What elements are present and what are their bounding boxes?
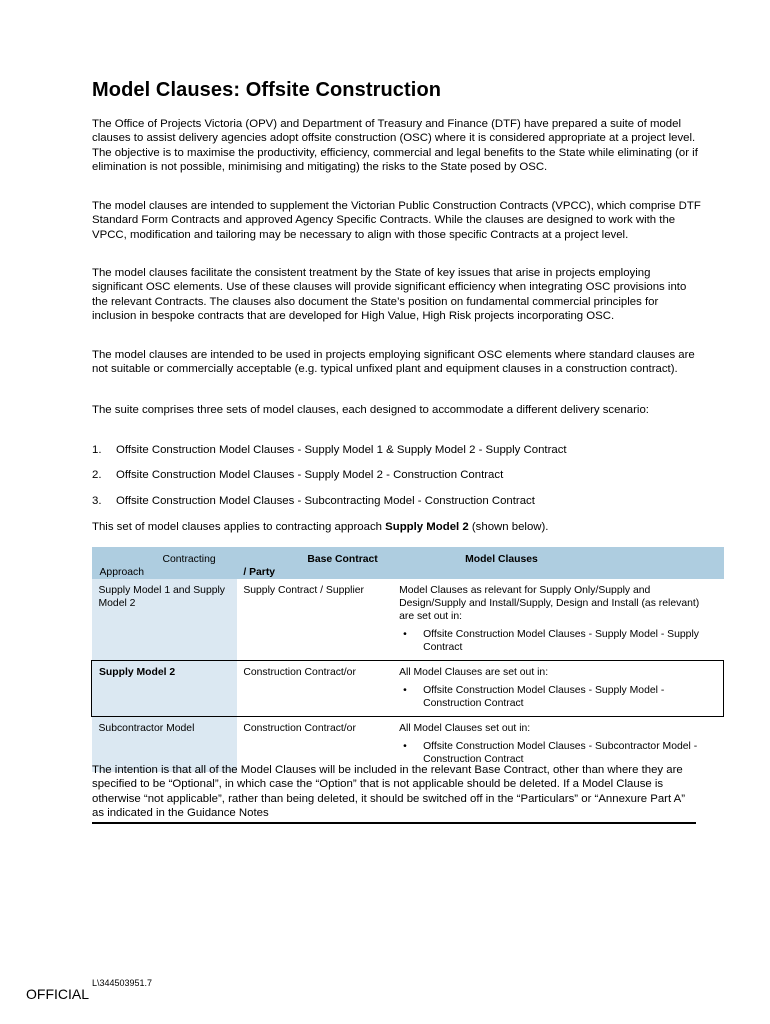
row-approach: Supply Model 1 and Supply Model 2 xyxy=(98,585,226,609)
header-base-contract xyxy=(237,547,393,579)
applies-suffix: (shown below). xyxy=(468,521,549,533)
intro-paragraph-5: The suite comprises three sets of model clauses, each designed to accommodate a different delivery scenario: xyxy=(92,404,649,416)
row-clauses-cell xyxy=(393,661,723,717)
header-col2-line2: / Party xyxy=(243,567,276,578)
list-text: Offsite Construction Model Clauses - Subcontracting Model - Construction Contract xyxy=(116,495,535,507)
intro-paragraph-3: The model clauses facilitate the consistent treatment by the State of key issues that arise in projects employing significant OSC elements. Use of these clauses will provide significant efficiency when integrating OSC provisions into the relevant Contracts. The clauses also document the State’s position on fundamental commercial principles for inclusion in bespoke contracts that are developed for High Value, High Risk projects incorporating OSC. xyxy=(92,267,687,322)
row-clauses-intro: Model Clauses as relevant for Supply Only/Supply and Design/Supply and Install/Supply, Design and Install (as relevant) are set out in: xyxy=(399,585,700,622)
model-clauses-table xyxy=(91,547,724,772)
header-model-clauses xyxy=(393,547,723,579)
applies-prefix: This set of model clauses applies to contracting approach xyxy=(92,521,386,533)
row-bullet-item xyxy=(399,628,701,654)
row-approach-cell xyxy=(92,661,238,717)
header-col3: Model Clauses xyxy=(465,554,538,565)
header-contracting-approach xyxy=(92,547,238,579)
list-number: 3. xyxy=(92,495,102,507)
document-reference: L\344503951.7 xyxy=(92,978,153,988)
row-contract: Supply Contract / Supplier xyxy=(243,585,365,596)
row-bullet-text: Offsite Construction Model Clauses - Supply Model - Construction Contract xyxy=(423,685,665,709)
table-header-row xyxy=(92,547,724,579)
row-clauses-cell xyxy=(393,579,723,661)
intro-paragraph-1: The Office of Projects Victoria (OPV) and Department of Treasury and Finance (DTF) have prepared a suite of model clauses to assist delivery agencies adopt offsite construction (OSC) where it is considered appropriate at a project level. The objective is to maximise the productivity, efficiency, commercial and legal benefits to the State while eliminating (or if elimination is not possible, minimising and mitigating) the risks to the State posed by OSC. xyxy=(92,118,698,173)
intro-paragraph-4: The model clauses are intended to be used in projects employing significant OSC elements where standard clauses are not suitable or commercially acceptable (e.g. typical unfixed plant and equipment clauses in a construction contract). xyxy=(92,349,695,376)
row-approach-cell xyxy=(92,579,238,661)
row-contract: Construction Contract/or xyxy=(243,723,356,734)
row-bullet-text: Offsite Construction Model Clauses - Supply Model - Supply Contract xyxy=(423,629,699,653)
table-row-selected xyxy=(92,661,724,717)
row-contract-cell xyxy=(237,579,393,661)
row-bullet-item xyxy=(399,684,701,710)
list-text: Offsite Construction Model Clauses - Supply Model 1 & Supply Model 2 - Supply Contract xyxy=(116,444,567,456)
bullet-icon: • xyxy=(403,685,407,696)
list-item xyxy=(92,443,567,457)
intro-paragraph-2: The model clauses are intended to supplement the Victorian Public Construction Contracts (VPCC), which comprise DTF Standard Form Contracts and approved Agency Specific Contracts. While the clauses are designed to work with the VPCC, modification and tailoring may be necessary to align with those specific Contracts at a project level. xyxy=(92,200,701,241)
row-contract-cell xyxy=(237,661,393,717)
row-approach: Subcontractor Model xyxy=(98,723,195,734)
row-bullet-text: Offsite Construction Model Clauses - Subcontractor Model - Construction Contract xyxy=(423,741,698,765)
applies-statement xyxy=(92,520,548,534)
page-title: Model Clauses: Offsite Construction xyxy=(92,79,442,101)
list-item xyxy=(92,468,503,482)
header-col1-line2: Approach xyxy=(99,567,144,578)
classification-label: OFFICIAL xyxy=(26,986,90,1002)
list-number: 1. xyxy=(92,444,102,456)
closing-paragraph: The intention is that all of the Model Clauses will be included in the relevant Base Contract, other than where they are specified to be “Optional”, in which case the “Option” that is not applicable should be deleted. If a Model Clause is otherwise “not applicable”, rather than being deleted, it should be switched off in the “Particulars” or “Annexure Part A” as indicated in the Guidance Notes xyxy=(92,763,696,824)
row-contract: Construction Contract/or xyxy=(243,667,356,678)
row-clauses-intro: All Model Clauses are set out in: xyxy=(399,667,549,678)
applies-model: Supply Model 2 xyxy=(385,521,469,533)
header-col1-line1: Contracting xyxy=(162,554,216,565)
row-clauses-intro: All Model Clauses set out in: xyxy=(399,723,531,734)
list-text: Offsite Construction Model Clauses - Supply Model 2 - Construction Contract xyxy=(116,469,504,481)
list-item xyxy=(92,494,535,508)
list-number: 2. xyxy=(92,469,102,481)
bullet-icon: • xyxy=(403,629,407,640)
row-approach: Supply Model 2 xyxy=(99,667,176,678)
table-row xyxy=(92,579,724,661)
header-col2-line1: Base Contract xyxy=(307,554,378,565)
bullet-icon: • xyxy=(403,741,407,752)
